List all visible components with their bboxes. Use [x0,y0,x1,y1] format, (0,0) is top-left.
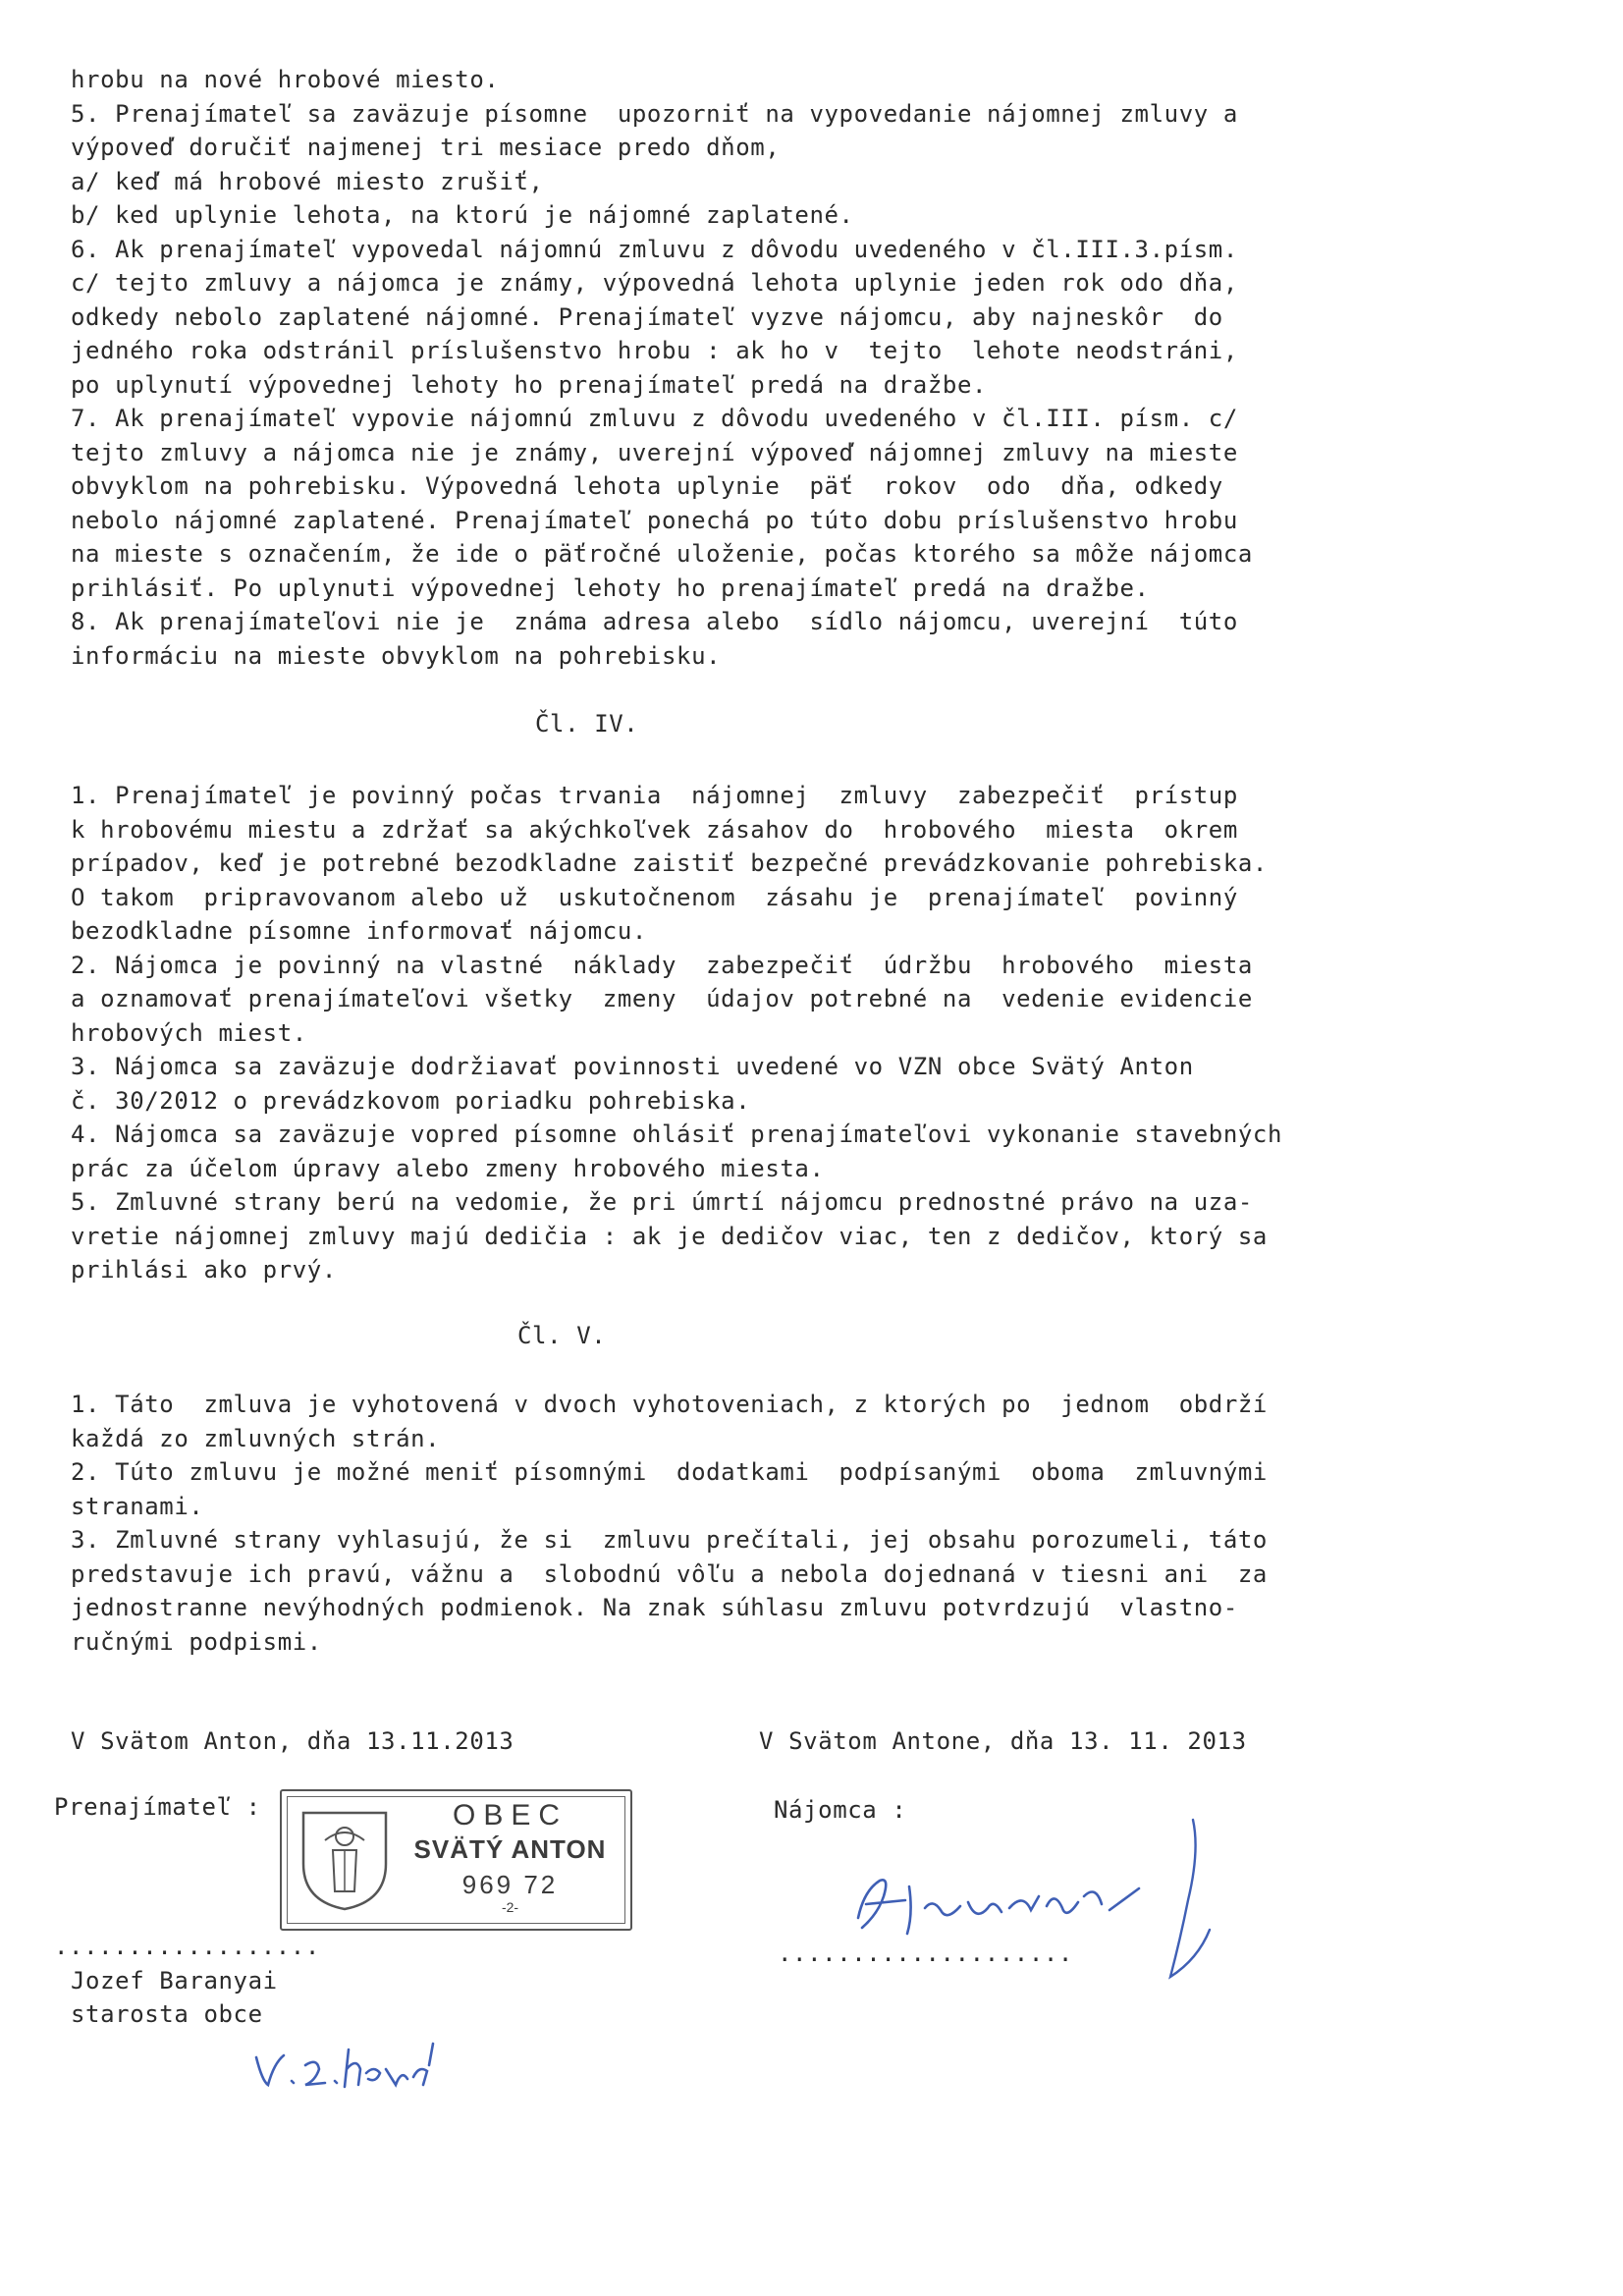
text-line: hrobových miest. [71,1018,307,1047]
lessor-label: Prenajímateľ : [54,1793,261,1821]
text-line: jedného roka odstránil príslušenstvo hrobu : ak ho v tejto lehote neodstráni, [71,337,1238,364]
text-line: k hrobovému miestu a zdržať sa akýchkoľvek zásahov do hrobového miesta okrem [71,815,1238,844]
coat-of-arms-icon [296,1805,394,1913]
stamp-line-1: OBEC [452,1799,568,1831]
article-iv-body [71,779,1386,1287]
text-line: predstavuje ich pravú, vážnu a slobodnú vôľu a nebola dojednaná v tiesni ani za [71,1559,1268,1588]
right-place-date: V Svätom Antone, dňa 13. 11. 2013 [759,1727,1247,1755]
text-line: prípadov, keď je potrebné bezodkladne zaistiť bezpečné prevádzkovanie pohrebiska. [71,849,1268,877]
text-line: nebolo nájomné zaplatené. Prenajímateľ ponechá po túto dobu príslušenstvo hrobu [71,506,1238,534]
lessee-label: Nájomca : [774,1796,907,1824]
text-line: prihlásiť. Po uplynuti výpovednej lehoty ho prenajímateľ predá na dražbe. [71,574,1150,602]
text-line: 4. Nájomca sa zaväzuje vopred písomne ohlásiť prenajímateľovi vykonanie stavebných [71,1121,1283,1148]
left-place-date: V Svätom Anton, dňa 13.11.2013 [71,1727,514,1755]
text-line: výpoveď doručiť najmenej tri mesiace predo dňom, [71,134,781,161]
text-line: 8. Ak prenajímateľovi nie je známa adresa alebo sídlo nájomcu, uverejní túto [71,608,1238,635]
text-line: a/ keď má hrobové miesto zrušiť, [71,167,544,195]
article-iii-continuation [71,63,1386,673]
article-iv-heading: Čl. IV. [535,710,639,738]
text-line: ručnými podpismi. [71,1627,322,1656]
text-line: po uplynutí výpovednej lehoty ho prenajímateľ predá na dražbe. [71,370,988,399]
text-line: b/ ked uplynie lehota, na ktorú je nájomné zaplatené. [71,201,854,229]
text-line: bezodkladne písomne informovať nájomcu. [71,917,647,945]
text-line: 5. Prenajímateľ sa zaväzuje písomne upozorniť na vypovedanie nájomnej zmluvy a [71,99,1238,128]
text-line: odkedy nebolo zaplatené nájomné. Prenajímateľ vyzve nájomcu, aby najneskôr do [71,302,1223,331]
text-line: a oznamovať prenajímateľovi všetky zmeny údajov potrebné na vedenie evidencie [71,985,1253,1012]
text-line: stranami. [71,1492,204,1520]
text-line: c/ tejto zmluvy a nájomca je známy, výpovedná lehota uplynie jeden rok odo dňa, [71,269,1238,297]
text-line: 1. Táto zmluva je vyhotovená v dvoch vyhotoveniach, z ktorých po jednom obdrží [71,1391,1268,1418]
text-line: jednostranne nevýhodných podmienok. Na znak súhlasu zmluvu potvrdzujú vlastno- [71,1594,1238,1621]
text-line: 6. Ak prenajímateľ vypovedal nájomnú zmluvu z dôvodu uvedeného v čl.III.3.písm. [71,235,1238,263]
municipal-stamp [280,1789,632,1931]
text-line: každá zo zmluvných strán. [71,1424,441,1452]
lessee-handwritten-signature [844,1812,1227,1989]
text-line: na mieste s označením, že ide o päťročné uloženie, počas ktorého sa môže nájomca [71,540,1253,568]
text-line: vretie nájomnej zmluvy majú dedičia : ak je dedičov viac, ten z dedičov, ktorý sa [71,1222,1268,1250]
stamp-line-2: SVÄTÝ ANTON [413,1834,607,1864]
article-v-heading: Čl. V. [517,1322,607,1349]
lessee-signature-line: .................... [778,1940,1073,1967]
text-line: 7. Ak prenajímateľ vypovie nájomnú zmluvu z dôvodu uvedeného v čl.III. písm. c/ [71,405,1238,432]
lessor-signature-line: .................. [54,1933,320,1960]
lessor-name: Jozef Baranyai [71,1967,278,1995]
text-line: 2. Túto zmluvu je možné meniť písomnými dodatkami podpísanými oboma zmluvnými [71,1458,1268,1486]
article-v-body [71,1388,1386,1659]
text-line: prác za účelom úpravy alebo zmeny hrobového miesta. [71,1154,825,1182]
text-line: prihlási ako prvý. [71,1256,337,1284]
text-line: 3. Nájomca sa zaväzuje dodržiavať povinnosti uvedené vo VZN obce Svätý Anton [71,1053,1194,1080]
text-line: tejto zmluvy a nájomca nie je známy, uverejní výpoveď nájomnej zmluvy na mieste [71,438,1238,466]
lessor-title: starosta obce [71,2000,263,2028]
text-line: hrobu na nové hrobové miesto. [71,66,500,93]
text-line: informáciu na mieste obvyklom na pohrebisku. [71,641,722,670]
text-line: 3. Zmluvné strany vyhlasujú, že si zmluvu prečítali, jej obsahu porozumeli, táto [71,1526,1268,1554]
text-line: 5. Zmluvné strany berú na vedomie, že pri úmrtí nájomcu prednostné právo na uza- [71,1188,1253,1216]
text-line: č. 30/2012 o prevádzkovom poriadku pohrebiska. [71,1086,751,1115]
text-line: O takom pripravovanom alebo už uskutočnenom zásahu je prenajímateľ povinný [71,883,1238,911]
handwritten-annotation [250,2008,447,2097]
stamp-line-4: -2- [501,1899,519,1915]
text-line: obvyklom na pohrebisku. Výpovedná lehota uplynie päť rokov odo dňa, odkedy [71,472,1223,500]
text-line: 2. Nájomca je povinný na vlastné náklady zabezpečiť údržbu hrobového miesta [71,951,1253,979]
stamp-line-3: 969 72 [461,1870,559,1899]
text-line: 1. Prenajímateľ je povinný počas trvania nájomnej zmluvy zabezpečiť prístup [71,782,1238,809]
